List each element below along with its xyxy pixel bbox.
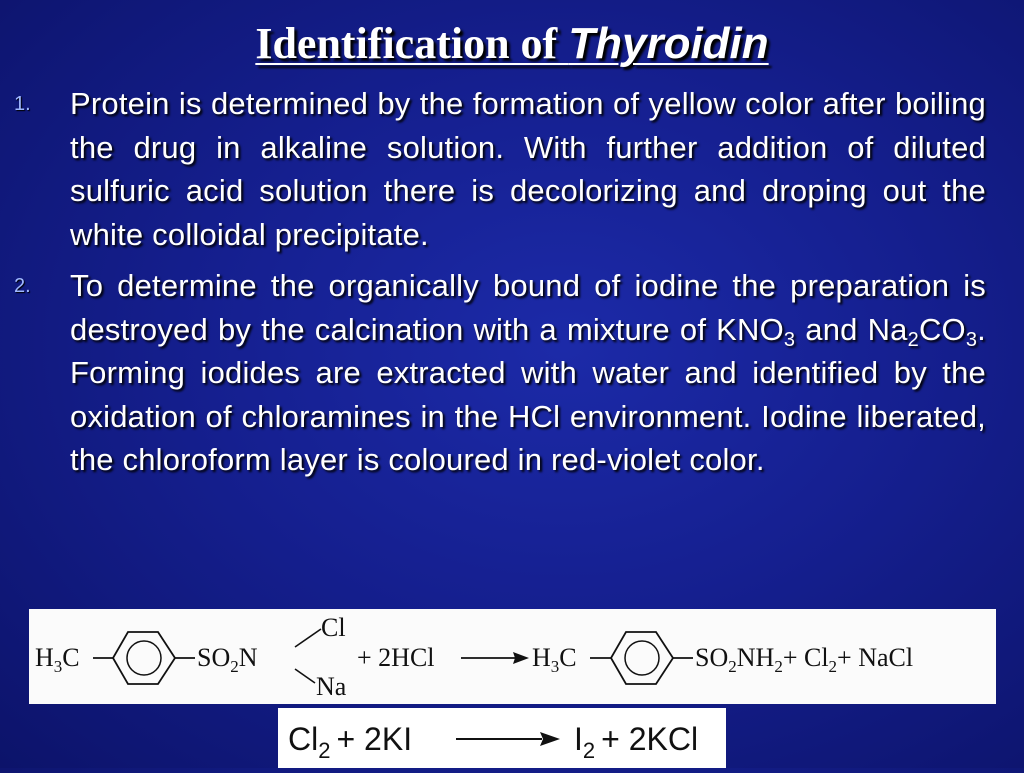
subscript: 2 [907, 328, 919, 351]
svg-text:H3C [532, 643, 577, 676]
text-segment: CO [918, 311, 966, 347]
iodine-sub: 2 [582, 738, 596, 763]
nitrogen: N [238, 643, 258, 672]
lhs-methyl-h: H [35, 643, 54, 672]
subscript: 3 [965, 328, 978, 351]
chlorine-sub: 2 [828, 657, 838, 676]
benzene-ring-icon [611, 632, 673, 684]
chlorine-label: Cl [288, 721, 319, 757]
svg-text:SO2NH2+ Cl2+ NaCl [695, 643, 913, 676]
rhs-methyl-h: H [532, 643, 551, 672]
rhs-methyl-c: C [559, 643, 577, 672]
slide-title [0, 18, 1024, 69]
title-emphasis: Thyroidin [568, 19, 769, 68]
chlorine-sub: 2 [318, 738, 331, 763]
plus-chlorine: + Cl [782, 643, 829, 672]
svg-text:H3C [35, 643, 80, 676]
plus-nacl: + NaCl [837, 643, 914, 672]
iodine-reaction-equation [278, 708, 726, 768]
item-text: Protein is determined by the formation of yellow color after boiling the drug in alkaline solution. With further addition of diluted sulfuric acid solution there is decolorizing and droping out the white colloidal precipitate. [70, 86, 986, 252]
subscript: 3 [783, 328, 796, 351]
title-underline [255, 19, 769, 68]
item-number: 2. [14, 275, 31, 297]
chlorine-label: Cl [321, 613, 346, 642]
chloramine-reaction-image [29, 609, 996, 704]
benzene-ring-icon [113, 632, 175, 684]
lhs-methyl-sub: 3 [53, 657, 63, 676]
rhs-amine: NH [736, 643, 775, 672]
list-item [14, 264, 986, 482]
iodine-label: I [574, 721, 583, 757]
plus-ki: + 2KI [336, 721, 413, 757]
rhs-sulfonyl-sub: 2 [728, 657, 737, 676]
text-segment: and Na [795, 311, 908, 347]
title-text: Identification of [255, 19, 569, 68]
chloramine-reaction-equation [29, 609, 996, 704]
text-segment: To determine the organically bound of iodine the preparation is destroyed by the calcination with a mixture of KNO [70, 268, 986, 347]
sodium-label: Na [316, 672, 347, 701]
plus-kcl: + 2KCl [601, 721, 699, 757]
svg-text:Cl2+ 2KI [288, 721, 412, 763]
identification-steps [14, 82, 986, 490]
sulfonyl-so: SO [197, 643, 231, 672]
rhs-sulfonyl: SO [695, 643, 729, 672]
text-segment: . Forming iodides are extracted with water and identified by the oxidation of chloramines in the HCl environment. Iodine liberated, the chloroform layer is coloured in red-violet color. [70, 311, 986, 477]
rhs-amine-sub: 2 [774, 657, 783, 676]
lhs-methyl-c: C [62, 643, 80, 672]
item-number: 1. [14, 93, 31, 115]
item-text [70, 264, 986, 482]
iodine-reaction-image [278, 708, 726, 768]
sulfonyl-sub: 2 [230, 657, 239, 676]
rhs-methyl-sub: 3 [550, 657, 560, 676]
svg-text:I2+ 2KCl [574, 721, 698, 763]
plus-hcl: + 2HCl [357, 643, 435, 672]
list-item [14, 82, 986, 256]
svg-text:SO2N [197, 643, 258, 676]
